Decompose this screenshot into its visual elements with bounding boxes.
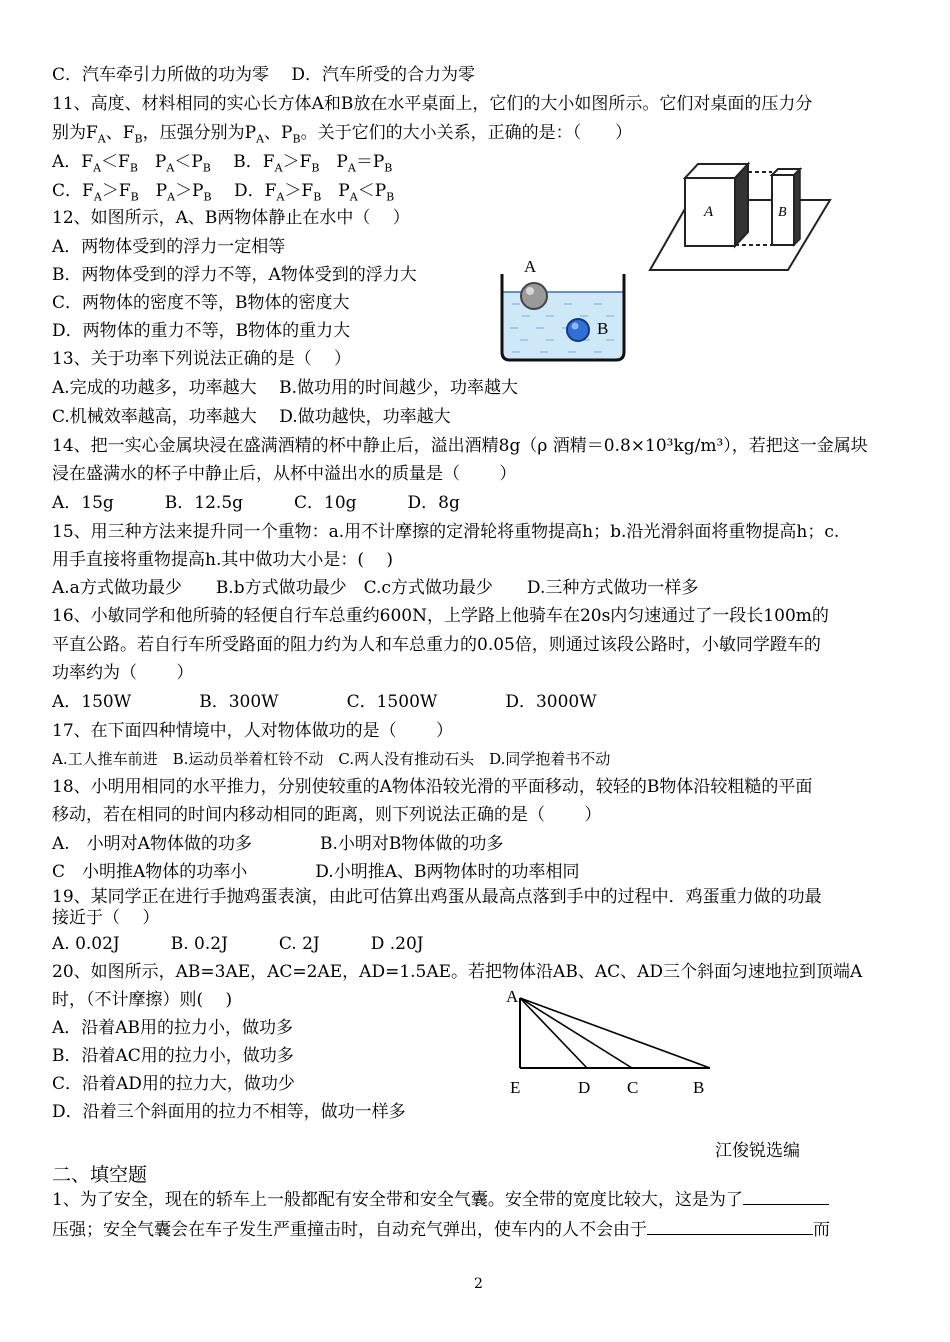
q18-stem-1: 18、小明用相同的水平推力，分别使较重的A物体沿较光滑的平面移动，较轻的B物体沿较粗糙的平面 xyxy=(52,777,813,797)
q20-stem-1: 20、如图所示，AB=3AE，AC=2AE，AD=1.5AE。若把物体沿AB、AC、AD三个斜面匀速地拉到顶端A xyxy=(52,962,863,982)
point-c-label: C xyxy=(627,1078,639,1097)
q12-option-a: A．两物体受到的浮力一定相等 xyxy=(52,237,286,257)
q11-options-cd: C．$F_A>F_B$ $P_A>P_B$ D．$F_A>F_B$ $P_A<P_B$ xyxy=(52,181,395,204)
q20-option-a: A．沿着AB用的拉力小，做功多 xyxy=(52,1018,294,1038)
q20-option-b: B．沿着AC用的拉力小，做功多 xyxy=(52,1046,294,1066)
q14-options: A．15g B．12.5g C．10g D．8g xyxy=(52,493,460,513)
point-e-label: E xyxy=(510,1078,521,1097)
ball-a xyxy=(521,283,547,309)
block-a-label: A xyxy=(704,204,714,220)
q14-stem-2: 浸在盛满水的杯子中静止后，从杯中溢出水的质量是（ ） xyxy=(52,464,517,484)
q16-stem-3: 功率约为（ ） xyxy=(52,663,194,683)
q16-options: A．150W B．300W C．1500W D．3000W xyxy=(52,692,597,712)
point-b-label: B xyxy=(693,1078,705,1097)
blocks-figure xyxy=(640,150,840,274)
page-number: 2 xyxy=(474,1276,483,1292)
q11-stem-1: 11、高度、材料相同的实心长方体A和B放在水平桌面上，它们的大小如图所示。它们对桌面的压力分 xyxy=(52,94,813,114)
q18-options-cd: C 小明推A物体的功率小 D.小明推A、B两物体时的功率相同 xyxy=(52,862,580,882)
q10-options-cd: C．汽车牵引力所做的功为零 D．汽车所受的合力为零 xyxy=(52,65,476,85)
editor-credit: 江俊锐选编 xyxy=(715,1141,800,1161)
q11-stem-2: 别为$F_A$、$F_B$，压强分别为$P_A$、$P_B$。关于它们的大小关系，正确的是：（ ） xyxy=(52,123,633,146)
block-b-label: B xyxy=(778,205,787,220)
q15-stem-1: 15、用三种方法来提升同一个重物：a.用不计摩擦的定滑轮将重物提高h；b.沿光滑斜面将重物提高h；c. xyxy=(52,522,840,542)
q20-option-d: D．沿着三个斜面用的拉力不相等，做功一样多 xyxy=(52,1102,406,1122)
q14-stem-1: 14、把一实心金属块浸在盛满酒精的杯中静止后，溢出酒精8g（ρ 酒精＝0.8×10³kg/m³），若把这一金属块 xyxy=(52,436,868,456)
q12-option-b: B．两物体受到的浮力不等，A物体受到的浮力大 xyxy=(52,265,417,285)
q15-options: A.a方式做功最少 B.b方式做功最少 C.c方式做功最少 D.三种方式做功一样多 xyxy=(52,578,699,598)
fill-q1-text-2: 压强；安全气囊会在车子发生严重撞击时，自动充气弹出，使车内的人不会由于 xyxy=(52,1220,647,1240)
q16-stem-1: 16、小敏同学和他所骑的轻便自行车总重约600N，上学路上他骑车在20s内匀速通过了一段长100m的 xyxy=(52,606,829,626)
point-d-label: D xyxy=(578,1078,591,1097)
ball-a-label: A xyxy=(524,257,537,276)
fill-q1-line1 xyxy=(52,1188,829,1211)
incline-figure xyxy=(500,984,730,1100)
beaker-figure xyxy=(494,256,634,368)
q15-stem-2: 用手直接将重物提高h.其中做功大小是：( ) xyxy=(52,550,394,570)
fill-q1-line2 xyxy=(52,1218,830,1241)
fill-blank-1[interactable] xyxy=(743,1188,829,1205)
q11-options-ab: A．$F_A<F_B$ $P_A<P_B$ B．$F_A>F_B$ $P_A=P_B$ xyxy=(52,152,393,175)
q17-options: A.工人推车前进 B.运动员举着杠铃不动 C.两人没有推动石头 D.同学抱着书不动 xyxy=(52,750,611,768)
q19-options: A. 0.02J B. 0.2J C. 2J D .20J xyxy=(52,934,424,954)
q20-stem-2: 时，（不计摩擦）则( ) xyxy=(52,990,233,1010)
q16-stem-2: 平直公路。若自行车所受路面的阻力约为人和车总重力的0.05倍，则通过该段公路时，小敏同学蹬车的 xyxy=(52,635,821,655)
q19-stem-2: 接近于（ ） xyxy=(52,908,160,928)
q13-options-cd: C.机械效率越高，功率越大 D.做功越快，功率越大 xyxy=(52,407,451,427)
q13-options-ab: A.完成的功越多，功率越大 B.做功用的时间越少，功率越大 xyxy=(52,378,518,398)
q20-option-c: C．沿着AD用的拉力大，做功少 xyxy=(52,1074,295,1094)
ball-b-label: B xyxy=(597,319,609,338)
fill-q1-text-3: 而 xyxy=(813,1220,830,1240)
q12-option-c: C．两物体的密度不等，B物体的密度大 xyxy=(52,293,350,313)
q18-stem-2: 移动，若在相同的时间内移动相同的距离，则下列说法正确的是（ ） xyxy=(52,805,602,825)
q17-stem: 17、在下面四种情境中，人对物体做功的是（ ） xyxy=(52,721,454,741)
q19-stem-1: 19、某同学正在进行手抛鸡蛋表演，由此可估算出鸡蛋从最高点落到手中的过程中．鸡蛋重力做的功最 xyxy=(52,887,822,907)
point-a-label: A xyxy=(506,987,519,1006)
q13-stem: 13、关于功率下列说法正确的是（ ） xyxy=(52,349,352,369)
ball-b xyxy=(567,319,589,341)
q12-option-d: D．两物体的重力不等，B物体的重力大 xyxy=(52,321,351,341)
fill-q1-text-1: 1、为了安全，现在的轿车上一般都配有安全带和安全气囊。安全带的宽度比较大，这是为了 xyxy=(52,1190,743,1210)
fill-blank-2[interactable] xyxy=(647,1218,813,1235)
q12-stem: 12、如图所示，A、B两物体静止在水中（ ） xyxy=(52,208,410,228)
section-title: 二、填空题 xyxy=(52,1164,148,1186)
q18-options-ab: A. 小明对A物体做的功多 B.小明对B物体做的功多 xyxy=(52,834,504,854)
